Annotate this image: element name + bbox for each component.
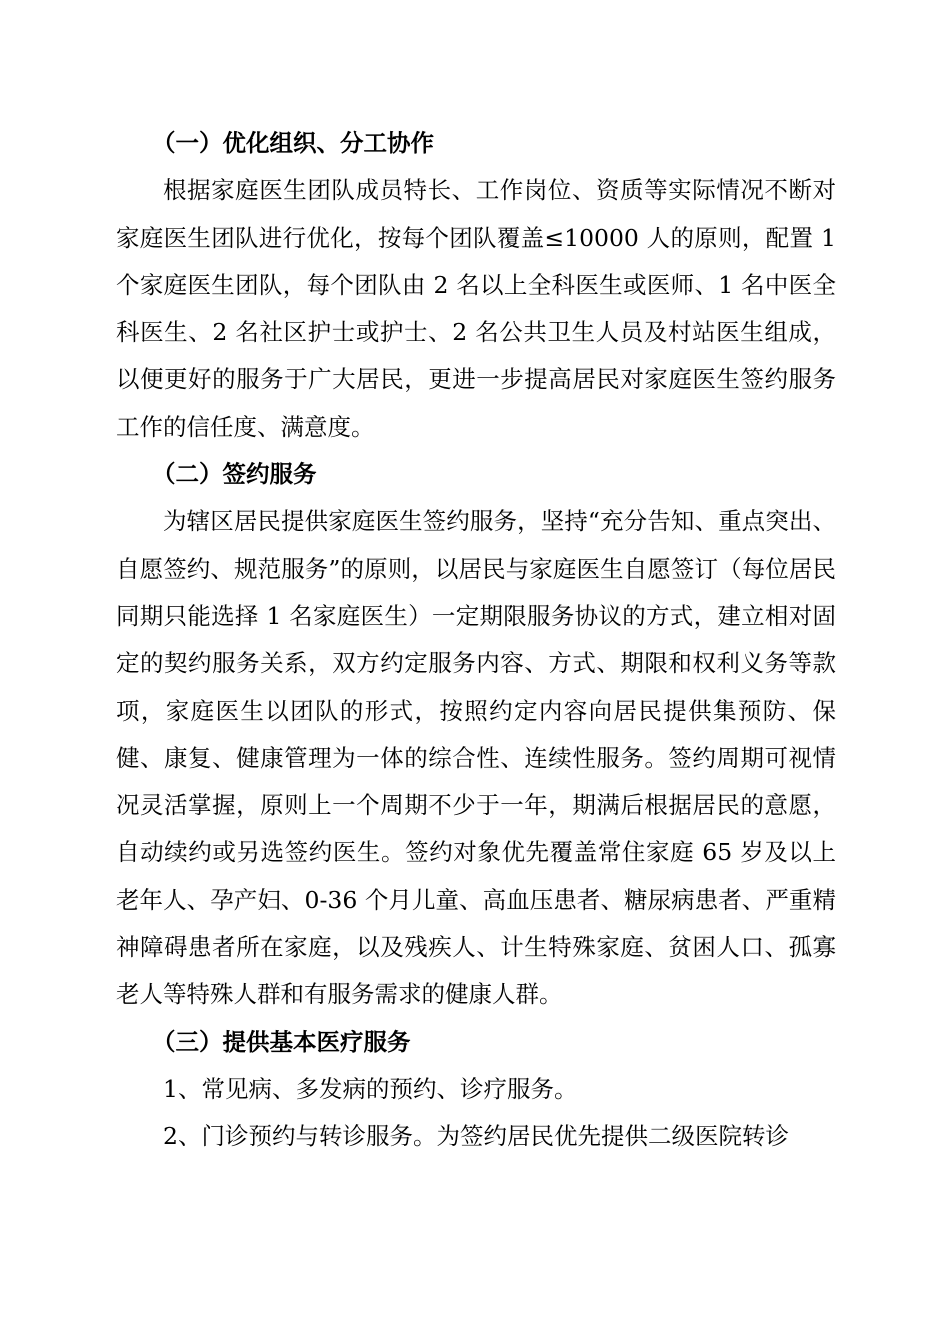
section-heading-1: （一）优化组织、分工协作 <box>152 129 434 157</box>
section-paragraph-2: 为辖区居民提供家庭医生签约服务，坚持“充分告知、重点突出、自愿签约、规范服务”的原则，以居民与家庭医生自愿签订（每位居民同期只能选择 1 名家庭医生）一定期限服务协议的方式，建立相对固定的契约服务关系，双方约定服务内容、方式、期限和权利义务等款项，家庭医生以团队的形式，按照约定内容向居民提供集预防、保健、康复、健康管理为一体的综合性、连续性服务。签约周期可视情况灵活掌握，原则上一个周期不少于一年，期满后根据居民的意愿，自动续约或另选签约医生。签约对象优先覆盖常住家庭 65 岁及以上老年人、孕产妇、0-36 个月儿童、高血压患者、糖尿病患者、严重精神障碍患者所在家庭，以及残疾人、计生特殊家庭、贫困人口、孤寡老人等特殊人群和有服务需求的健康人群。 <box>116 507 836 1009</box>
section-paragraph-1: 根据家庭医生团队成员特长、工作岗位、资质等实际情况不断对家庭医生团队进行优化，按每个团队覆盖≤10000 人的原则，配置 1 个家庭医生团队，每个团队由 2 名以上全科医生或医师、1 名中医全科医生、2 名社区护士或护士、2 名公共卫生人员及村站医生组成，以便更好的服务于广大居民，更进一步提高居民对家庭医生签约服务工作的信任度、满意度。 <box>116 176 836 441</box>
list-item-2: 2、门诊预约与转诊服务。为签约居民优先提供二级医院转诊 <box>163 1122 789 1151</box>
section-heading-3: （三）提供基本医疗服务 <box>152 1027 411 1056</box>
list-item-1: 1、常见病、多发病的预约、诊疗服务。 <box>163 1074 578 1103</box>
document-body <box>116 120 836 1161</box>
section-heading-2: （二）签约服务 <box>152 460 317 489</box>
